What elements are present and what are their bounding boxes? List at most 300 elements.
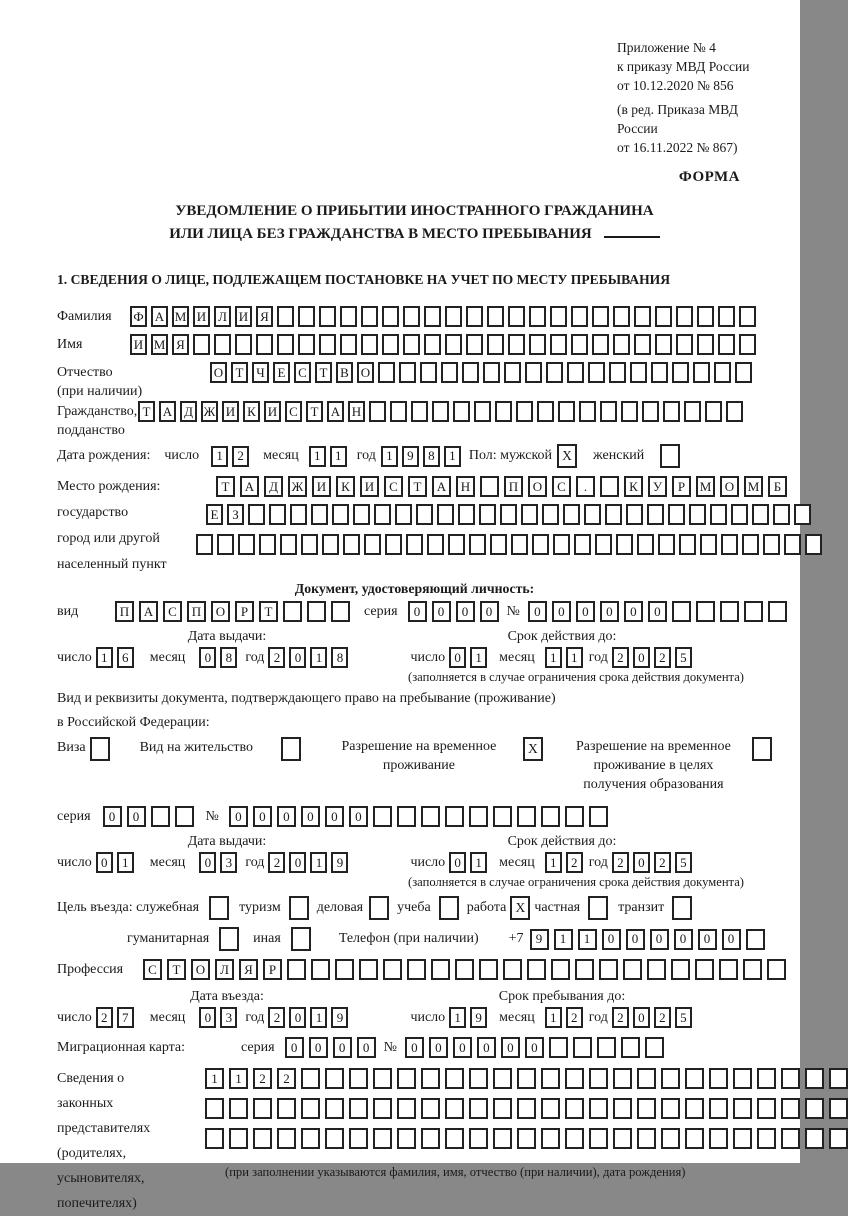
char-cell[interactable]: Я <box>239 959 258 980</box>
char-cell[interactable] <box>693 362 710 383</box>
char-cell[interactable] <box>709 1098 728 1119</box>
char-cell[interactable] <box>487 306 504 327</box>
char-cell[interactable] <box>205 1128 224 1149</box>
char-cell[interactable]: 0 <box>333 1037 352 1058</box>
char-cell[interactable] <box>767 959 786 980</box>
char-cell[interactable] <box>466 334 483 355</box>
char-cell[interactable] <box>739 334 756 355</box>
char-cell[interactable] <box>541 806 560 827</box>
char-cell[interactable]: 1 <box>330 446 347 467</box>
char-cell[interactable]: С <box>384 476 403 497</box>
char-cell[interactable] <box>458 504 475 525</box>
char-cell[interactable] <box>311 504 328 525</box>
char-cell[interactable] <box>340 306 357 327</box>
char-cell[interactable]: 2 <box>654 852 671 873</box>
char-cell[interactable] <box>739 306 756 327</box>
char-cell[interactable] <box>621 401 638 422</box>
char-cell[interactable] <box>301 1068 320 1089</box>
char-cell[interactable]: 0 <box>277 806 296 827</box>
char-cell[interactable]: П <box>187 601 206 622</box>
char-cell[interactable]: Е <box>206 504 223 525</box>
char-cell[interactable] <box>605 504 622 525</box>
char-cell[interactable] <box>508 334 525 355</box>
char-cell[interactable]: 1 <box>444 446 461 467</box>
char-cell[interactable] <box>676 334 693 355</box>
char-cell[interactable] <box>397 1128 416 1149</box>
char-cell[interactable] <box>277 306 294 327</box>
char-cell[interactable] <box>277 1098 296 1119</box>
char-cell[interactable] <box>574 534 591 555</box>
char-cell[interactable] <box>403 306 420 327</box>
char-cell[interactable] <box>301 1128 320 1149</box>
char-cell[interactable] <box>746 929 765 950</box>
char-cell[interactable]: 9 <box>331 1007 348 1028</box>
char-cell[interactable] <box>550 306 567 327</box>
char-cell[interactable] <box>589 806 608 827</box>
char-cell[interactable]: М <box>744 476 763 497</box>
char-cell[interactable] <box>731 504 748 525</box>
char-cell[interactable] <box>411 401 428 422</box>
char-cell[interactable] <box>373 806 392 827</box>
char-cell[interactable] <box>757 1128 776 1149</box>
char-cell[interactable] <box>733 1068 752 1089</box>
char-cell[interactable] <box>689 504 706 525</box>
char-cell[interactable]: И <box>264 401 281 422</box>
char-cell[interactable] <box>567 362 584 383</box>
char-cell[interactable] <box>668 504 685 525</box>
char-cell[interactable] <box>697 334 714 355</box>
char-cell[interactable] <box>349 1068 368 1089</box>
char-cell[interactable]: И <box>235 306 252 327</box>
char-cell[interactable] <box>319 334 336 355</box>
char-cell[interactable] <box>421 1068 440 1089</box>
char-cell[interactable] <box>663 401 680 422</box>
char-cell[interactable] <box>349 1098 368 1119</box>
char-cell[interactable]: 2 <box>612 647 629 668</box>
char-cell[interactable] <box>301 1098 320 1119</box>
char-cell[interactable] <box>626 504 643 525</box>
char-cell[interactable]: Д <box>180 401 197 422</box>
char-cell[interactable] <box>642 401 659 422</box>
char-cell[interactable] <box>546 362 563 383</box>
char-cell[interactable]: 0 <box>453 1037 472 1058</box>
char-cell[interactable] <box>445 806 464 827</box>
char-cell[interactable]: Т <box>167 959 186 980</box>
char-cell[interactable] <box>397 1098 416 1119</box>
char-cell[interactable] <box>325 1068 344 1089</box>
char-cell[interactable] <box>595 534 612 555</box>
char-cell[interactable] <box>718 334 735 355</box>
char-cell[interactable] <box>407 959 426 980</box>
char-cell[interactable] <box>424 306 441 327</box>
char-cell[interactable] <box>685 1098 704 1119</box>
char-cell[interactable]: 2 <box>612 1007 629 1028</box>
char-cell[interactable] <box>616 534 633 555</box>
char-cell[interactable] <box>655 334 672 355</box>
char-cell[interactable] <box>269 504 286 525</box>
char-cell[interactable]: Ж <box>201 401 218 422</box>
char-cell[interactable] <box>685 1128 704 1149</box>
temp-residence-edu-checkbox[interactable] <box>752 737 772 761</box>
char-cell[interactable] <box>575 959 594 980</box>
char-cell[interactable] <box>571 334 588 355</box>
char-cell[interactable]: 1 <box>470 852 487 873</box>
purpose-official-checkbox[interactable] <box>209 896 229 920</box>
char-cell[interactable]: 9 <box>402 446 419 467</box>
char-cell[interactable] <box>500 504 517 525</box>
char-cell[interactable] <box>718 306 735 327</box>
char-cell[interactable]: 2 <box>612 852 629 873</box>
char-cell[interactable] <box>493 1128 512 1149</box>
char-cell[interactable]: М <box>151 334 168 355</box>
char-cell[interactable]: 2 <box>654 1007 671 1028</box>
char-cell[interactable] <box>589 1098 608 1119</box>
char-cell[interactable]: 8 <box>423 446 440 467</box>
char-cell[interactable] <box>671 959 690 980</box>
char-cell[interactable] <box>322 534 339 555</box>
char-cell[interactable] <box>406 534 423 555</box>
char-cell[interactable]: Ч <box>252 362 269 383</box>
char-cell[interactable]: И <box>130 334 147 355</box>
char-cell[interactable] <box>661 1068 680 1089</box>
char-cell[interactable]: О <box>528 476 547 497</box>
char-cell[interactable]: 0 <box>449 647 466 668</box>
char-cell[interactable]: 9 <box>470 1007 487 1028</box>
char-cell[interactable] <box>307 601 326 622</box>
char-cell[interactable] <box>235 334 252 355</box>
char-cell[interactable] <box>744 601 763 622</box>
char-cell[interactable]: Ж <box>288 476 307 497</box>
char-cell[interactable] <box>647 504 664 525</box>
char-cell[interactable]: В <box>336 362 353 383</box>
char-cell[interactable] <box>483 362 500 383</box>
char-cell[interactable] <box>431 959 450 980</box>
char-cell[interactable] <box>563 504 580 525</box>
char-cell[interactable]: Т <box>231 362 248 383</box>
char-cell[interactable] <box>584 504 601 525</box>
temp-residence-checkbox[interactable]: X <box>523 737 543 761</box>
char-cell[interactable]: С <box>163 601 182 622</box>
char-cell[interactable]: 0 <box>429 1037 448 1058</box>
sex-female-checkbox[interactable] <box>660 444 680 468</box>
char-cell[interactable] <box>579 401 596 422</box>
char-cell[interactable] <box>685 1068 704 1089</box>
char-cell[interactable] <box>573 1037 592 1058</box>
char-cell[interactable] <box>613 1098 632 1119</box>
char-cell[interactable] <box>719 959 738 980</box>
char-cell[interactable] <box>805 1098 824 1119</box>
char-cell[interactable] <box>696 601 715 622</box>
char-cell[interactable]: Я <box>256 306 273 327</box>
char-cell[interactable]: 0 <box>528 601 547 622</box>
char-cell[interactable] <box>525 362 542 383</box>
char-cell[interactable]: 2 <box>277 1068 296 1089</box>
char-cell[interactable]: 1 <box>205 1068 224 1089</box>
char-cell[interactable] <box>383 959 402 980</box>
char-cell[interactable]: Я <box>172 334 189 355</box>
char-cell[interactable]: А <box>240 476 259 497</box>
char-cell[interactable]: 1 <box>566 647 583 668</box>
char-cell[interactable] <box>697 306 714 327</box>
char-cell[interactable] <box>676 306 693 327</box>
char-cell[interactable] <box>437 504 454 525</box>
char-cell[interactable]: 2 <box>96 1007 113 1028</box>
visa-checkbox[interactable] <box>90 737 110 761</box>
char-cell[interactable] <box>794 504 811 525</box>
char-cell[interactable]: 1 <box>545 852 562 873</box>
char-cell[interactable]: 2 <box>566 1007 583 1028</box>
char-cell[interactable] <box>420 362 437 383</box>
char-cell[interactable] <box>553 534 570 555</box>
char-cell[interactable]: А <box>139 601 158 622</box>
char-cell[interactable] <box>805 1128 824 1149</box>
char-cell[interactable] <box>427 534 444 555</box>
char-cell[interactable] <box>253 1098 272 1119</box>
char-cell[interactable]: Т <box>216 476 235 497</box>
char-cell[interactable]: 1 <box>211 446 228 467</box>
char-cell[interactable] <box>343 534 360 555</box>
char-cell[interactable]: 6 <box>117 647 134 668</box>
purpose-business-checkbox[interactable] <box>369 896 389 920</box>
char-cell[interactable]: 0 <box>552 601 571 622</box>
char-cell[interactable]: 9 <box>530 929 549 950</box>
char-cell[interactable]: 1 <box>554 929 573 950</box>
char-cell[interactable]: 9 <box>331 852 348 873</box>
char-cell[interactable] <box>829 1068 848 1089</box>
char-cell[interactable] <box>287 959 306 980</box>
char-cell[interactable] <box>373 1098 392 1119</box>
char-cell[interactable]: И <box>222 401 239 422</box>
char-cell[interactable]: 1 <box>545 647 562 668</box>
char-cell[interactable] <box>432 401 449 422</box>
char-cell[interactable]: 5 <box>675 1007 692 1028</box>
char-cell[interactable] <box>382 334 399 355</box>
char-cell[interactable]: 1 <box>449 1007 466 1028</box>
char-cell[interactable] <box>661 1128 680 1149</box>
char-cell[interactable] <box>705 401 722 422</box>
char-cell[interactable]: 0 <box>480 601 499 622</box>
char-cell[interactable] <box>721 534 738 555</box>
purpose-work-checkbox[interactable]: X <box>510 896 530 920</box>
char-cell[interactable]: О <box>191 959 210 980</box>
char-cell[interactable]: 0 <box>602 929 621 950</box>
char-cell[interactable]: 0 <box>449 852 466 873</box>
char-cell[interactable]: 0 <box>432 601 451 622</box>
char-cell[interactable] <box>493 806 512 827</box>
char-cell[interactable]: Ф <box>130 306 147 327</box>
char-cell[interactable]: 0 <box>289 647 306 668</box>
char-cell[interactable] <box>399 362 416 383</box>
char-cell[interactable] <box>301 534 318 555</box>
char-cell[interactable]: 0 <box>96 852 113 873</box>
char-cell[interactable] <box>455 959 474 980</box>
char-cell[interactable]: А <box>432 476 451 497</box>
char-cell[interactable] <box>565 806 584 827</box>
char-cell[interactable] <box>637 534 654 555</box>
char-cell[interactable] <box>229 1098 248 1119</box>
char-cell[interactable] <box>517 1128 536 1149</box>
char-cell[interactable] <box>487 334 504 355</box>
char-cell[interactable] <box>277 1128 296 1149</box>
char-cell[interactable] <box>359 959 378 980</box>
char-cell[interactable]: 2 <box>268 852 285 873</box>
char-cell[interactable] <box>479 504 496 525</box>
purpose-study-checkbox[interactable] <box>439 896 459 920</box>
char-cell[interactable] <box>589 1128 608 1149</box>
char-cell[interactable] <box>637 1098 656 1119</box>
char-cell[interactable] <box>421 1098 440 1119</box>
char-cell[interactable] <box>369 401 386 422</box>
char-cell[interactable]: И <box>360 476 379 497</box>
char-cell[interactable] <box>709 1068 728 1089</box>
char-cell[interactable] <box>474 401 491 422</box>
char-cell[interactable] <box>453 401 470 422</box>
char-cell[interactable]: О <box>720 476 739 497</box>
char-cell[interactable] <box>781 1098 800 1119</box>
char-cell[interactable]: С <box>285 401 302 422</box>
char-cell[interactable]: 1 <box>117 852 134 873</box>
char-cell[interactable] <box>311 959 330 980</box>
char-cell[interactable] <box>448 534 465 555</box>
char-cell[interactable] <box>592 306 609 327</box>
residence-permit-checkbox[interactable] <box>281 737 301 761</box>
char-cell[interactable] <box>378 362 395 383</box>
char-cell[interactable] <box>679 534 696 555</box>
char-cell[interactable]: 0 <box>698 929 717 950</box>
char-cell[interactable] <box>521 504 538 525</box>
char-cell[interactable] <box>661 1098 680 1119</box>
char-cell[interactable]: 0 <box>456 601 475 622</box>
char-cell[interactable] <box>469 1128 488 1149</box>
char-cell[interactable]: 0 <box>127 806 146 827</box>
char-cell[interactable] <box>511 534 528 555</box>
char-cell[interactable] <box>280 534 297 555</box>
char-cell[interactable] <box>517 1098 536 1119</box>
char-cell[interactable] <box>726 401 743 422</box>
char-cell[interactable]: 1 <box>381 446 398 467</box>
char-cell[interactable]: 0 <box>289 1007 306 1028</box>
char-cell[interactable] <box>550 334 567 355</box>
char-cell[interactable] <box>529 306 546 327</box>
char-cell[interactable] <box>672 362 689 383</box>
char-cell[interactable] <box>541 1098 560 1119</box>
char-cell[interactable] <box>397 806 416 827</box>
char-cell[interactable] <box>757 1068 776 1089</box>
char-cell[interactable] <box>541 1128 560 1149</box>
char-cell[interactable]: М <box>696 476 715 497</box>
char-cell[interactable]: 0 <box>633 1007 650 1028</box>
char-cell[interactable]: 1 <box>578 929 597 950</box>
char-cell[interactable] <box>541 1068 560 1089</box>
char-cell[interactable]: 0 <box>674 929 693 950</box>
char-cell[interactable] <box>361 306 378 327</box>
char-cell[interactable] <box>684 401 701 422</box>
char-cell[interactable] <box>332 504 349 525</box>
char-cell[interactable] <box>495 401 512 422</box>
char-cell[interactable] <box>385 534 402 555</box>
char-cell[interactable] <box>720 601 739 622</box>
char-cell[interactable] <box>469 1098 488 1119</box>
char-cell[interactable]: И <box>312 476 331 497</box>
char-cell[interactable]: . <box>576 476 595 497</box>
char-cell[interactable] <box>493 1068 512 1089</box>
char-cell[interactable] <box>565 1068 584 1089</box>
char-cell[interactable] <box>645 1037 664 1058</box>
char-cell[interactable] <box>647 959 666 980</box>
char-cell[interactable] <box>537 401 554 422</box>
char-cell[interactable] <box>773 504 790 525</box>
char-cell[interactable] <box>752 504 769 525</box>
char-cell[interactable] <box>634 334 651 355</box>
char-cell[interactable]: К <box>624 476 643 497</box>
char-cell[interactable]: 8 <box>331 647 348 668</box>
char-cell[interactable]: 1 <box>470 647 487 668</box>
char-cell[interactable] <box>517 1068 536 1089</box>
char-cell[interactable]: Н <box>348 401 365 422</box>
char-cell[interactable] <box>634 306 651 327</box>
char-cell[interactable] <box>592 334 609 355</box>
char-cell[interactable] <box>490 534 507 555</box>
char-cell[interactable]: А <box>327 401 344 422</box>
char-cell[interactable]: 3 <box>220 1007 237 1028</box>
char-cell[interactable] <box>508 306 525 327</box>
char-cell[interactable]: 0 <box>633 647 650 668</box>
char-cell[interactable]: Л <box>214 306 231 327</box>
char-cell[interactable] <box>421 806 440 827</box>
char-cell[interactable]: Р <box>263 959 282 980</box>
char-cell[interactable] <box>373 1068 392 1089</box>
char-cell[interactable] <box>214 334 231 355</box>
char-cell[interactable] <box>714 362 731 383</box>
char-cell[interactable]: Т <box>138 401 155 422</box>
char-cell[interactable]: 0 <box>525 1037 544 1058</box>
char-cell[interactable]: 2 <box>232 446 249 467</box>
char-cell[interactable] <box>565 1128 584 1149</box>
char-cell[interactable]: 2 <box>654 647 671 668</box>
char-cell[interactable] <box>651 362 668 383</box>
char-cell[interactable] <box>784 534 801 555</box>
char-cell[interactable] <box>805 534 822 555</box>
char-cell[interactable]: 0 <box>309 1037 328 1058</box>
char-cell[interactable] <box>710 504 727 525</box>
char-cell[interactable]: 8 <box>220 647 237 668</box>
char-cell[interactable] <box>503 959 522 980</box>
char-cell[interactable]: 0 <box>477 1037 496 1058</box>
char-cell[interactable]: 0 <box>624 601 643 622</box>
char-cell[interactable]: 1 <box>229 1068 248 1089</box>
char-cell[interactable] <box>373 1128 392 1149</box>
char-cell[interactable] <box>462 362 479 383</box>
char-cell[interactable] <box>298 306 315 327</box>
char-cell[interactable] <box>733 1098 752 1119</box>
char-cell[interactable]: 0 <box>626 929 645 950</box>
char-cell[interactable] <box>551 959 570 980</box>
char-cell[interactable] <box>445 1128 464 1149</box>
char-cell[interactable]: 2 <box>253 1068 272 1089</box>
char-cell[interactable] <box>151 806 170 827</box>
char-cell[interactable]: 1 <box>545 1007 562 1028</box>
char-cell[interactable] <box>238 534 255 555</box>
char-cell[interactable] <box>205 1098 224 1119</box>
char-cell[interactable] <box>532 534 549 555</box>
char-cell[interactable] <box>589 1068 608 1089</box>
char-cell[interactable] <box>469 1068 488 1089</box>
char-cell[interactable] <box>621 1037 640 1058</box>
char-cell[interactable] <box>700 534 717 555</box>
char-cell[interactable]: М <box>172 306 189 327</box>
char-cell[interactable]: К <box>243 401 260 422</box>
char-cell[interactable]: Р <box>235 601 254 622</box>
